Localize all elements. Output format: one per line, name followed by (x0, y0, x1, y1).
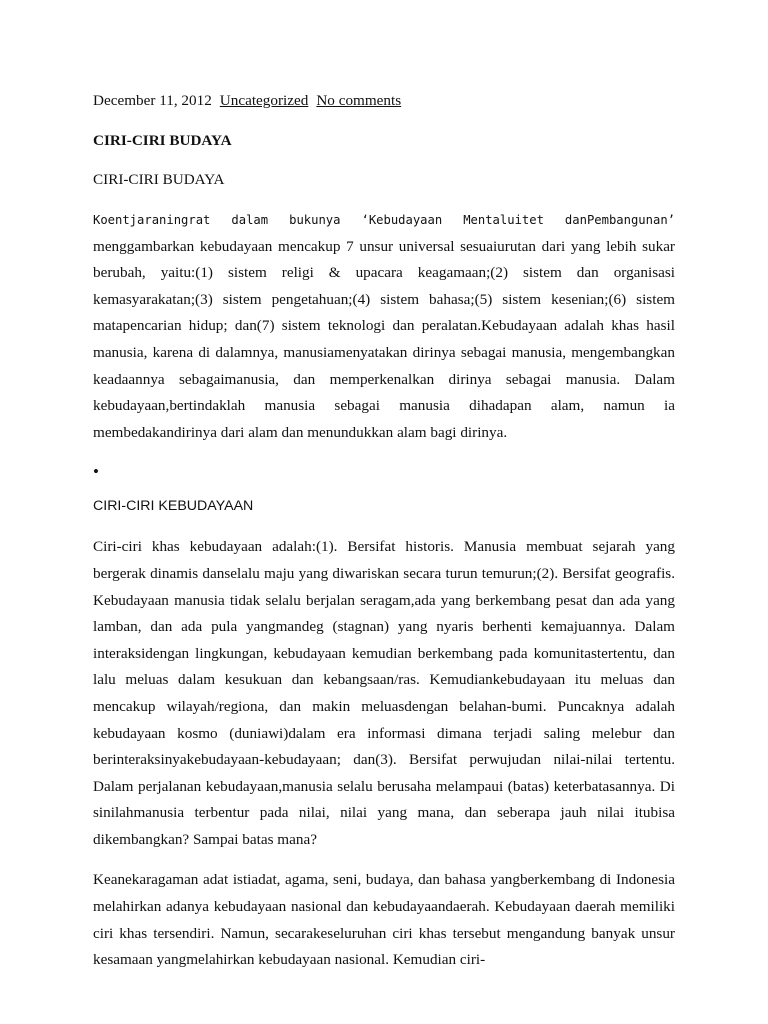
paragraph-keanekaragaman: Keanekaragaman adat istiadat, agama, seni, budaya, dan bahasa yangberkembang di Indonesia melahirkan adanya kebudayaan nasional dan kebudayaandaerah. Kebudayaan daerah memiliki ciri khas tersendiri. Namun, secarakeseluruhan ciri khas tersebut mengandung banyak unsur kesamaan yangmelahirkan kebudayaan nasional. Kemudian ciri- (93, 871, 675, 969)
section-heading: CIRI-CIRI KEBUDAYAAN (93, 498, 254, 515)
post-title: CIRI-CIRI BUDAYA (93, 132, 232, 149)
article (93, 87, 675, 974)
paragraph-koentjaraningrat: Koentjaraningrat dalam bukunya ‘Kebudayaan Mentaluitet danPembangunan’ menggambarkan kebudayaan mencakup 7 unsur universal sesuaiurutan dari yang lebih sukar berubah, yaitu:(1) sistem religi & upacara keagamaan;(2) sistem dan organisasi kemasyarakatan;(3) sistem pengetahuan;(4) sistem bahasa;(5) sistem kesenian;(6) sistem matapencarian hidup; dan(7) sistem teknologi dan peralatan.Kebudayaan adalah khas hasil manusia, karena di dalamnya, manusiamenyatakan dirinya sebagai manusia, mengembangkan keadaannya sebagaimanusia, dan memperkenalkan dirinya sebagai manusia. Dalam kebudayaan,bertindaklah manusia sebagai manusia dihadapan alam, namun ia membedakandirinya dari alam dan menundukkan alam bagi dirinya. (93, 213, 675, 441)
bullet-point: • (93, 462, 99, 482)
post-meta (93, 87, 675, 115)
category-link[interactable]: Uncategorized (219, 92, 309, 109)
comments-link[interactable]: No comments (316, 92, 402, 109)
post-date: December 11, 2012 (93, 92, 212, 109)
paragraph-ciri-khas: Ciri-ciri khas kebudayaan adalah:(1). Bersifat historis. Manusia membuat sejarah yang bergerak dinamis danselalu maju yang diwariskan secara turun temurun;(2). Bersifat geografis. Kebudayaan manusia tidak selalu berjalan seragam,ada yang berkembang pesat dan ada yang lamban, dan ada pula yangmandeg (stagnan) yang nyaris berhenti kemajuannya. Dalam interaksidengan lingkungan, kebudayaan kemudian berkembang pada komunitastertentu, dan lalu meluas dalam kesukuan dan kebangsaan/ras. Kemudiankebudayaan itu meluas dan mencakup wilayah/regiona, dan makin meluasdengan belahan-bumi. Puncaknya adalah kebudayaan kosmo (duniawi)dalam era informasi dimana terjadi saling melebur dan berinteraksinyakebudayaan-kebudayaan; dan(3). Bersifat perwujudan nilai-nilai tertentu. Dalam perjalanan kebudayaan,manusia selalu berusaha melampaui (batas) keterbatasannya. Di sinilahmanusia terbentur pada nilai, nilai yang mana, dan seberapa jauh nilai itubisa dikembangkan? Sampai batas mana? (93, 538, 675, 848)
subheading: CIRI-CIRI BUDAYA (93, 171, 225, 188)
